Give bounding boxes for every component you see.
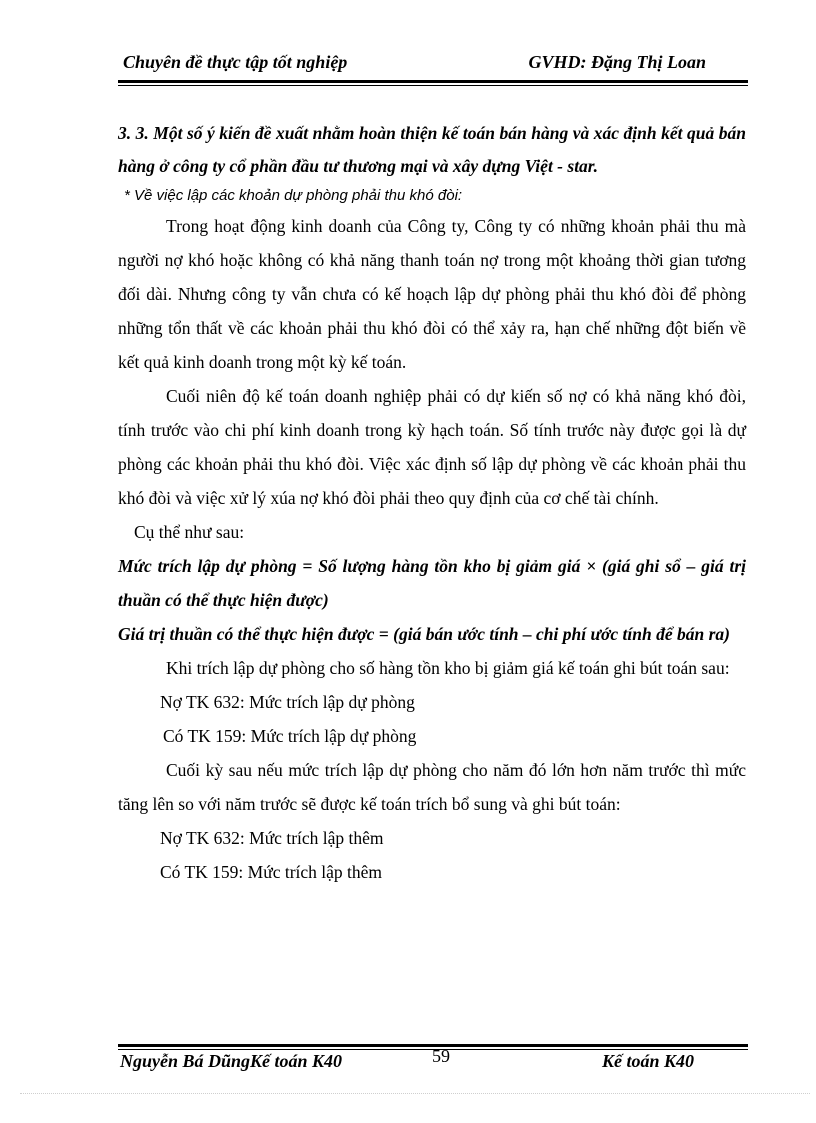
paragraph-4: Khi trích lập dự phòng cho số hàng tồn kho bị giảm giá kế toán ghi bút toán sau: — [166, 658, 730, 678]
page-number: 59 — [432, 1046, 450, 1066]
footer-left: Nguyễn Bá DũngKế toán K40 — [120, 1051, 343, 1071]
entry-debit-1: Nợ TK 632: Mức trích lập dự phòng — [160, 692, 415, 712]
entry-credit-1: Có TK 159: Mức trích lập dự phòng — [163, 726, 417, 746]
header-left: Chuyên đề thực tập tốt nghiệp — [123, 52, 348, 72]
entry-debit-2: Nợ TK 632: Mức trích lập thêm — [160, 828, 384, 848]
header-rule — [118, 80, 748, 83]
paragraph-5: Cuối kỳ sau nếu mức trích lập dự phòng cho năm đó lớn hơn năm trước thì mức tăng lên so với năm trước sẽ được kế toán trích bổ sung và ghi bút toán: — [118, 760, 746, 814]
footer-right: Kế toán K40 — [602, 1051, 695, 1071]
paragraph-3: Cụ thể như sau: — [134, 522, 245, 542]
header-right: GVHD: Đặng Thị Loan — [528, 52, 706, 72]
subheading: * Về việc lập các khoản dự phòng phải thu khó đòi: — [124, 187, 463, 204]
page-bottom-divider — [20, 1093, 810, 1094]
header-rule-thin — [118, 85, 748, 86]
entry-credit-2: Có TK 159: Mức trích lập thêm — [160, 862, 383, 882]
formula-1: Mức trích lập dự phòng = Số lượng hàng tồn kho bị giảm giá × (giá ghi sổ – giá trị thuần có thể thực hiện được) — [118, 556, 746, 610]
paragraph-2: Cuối niên độ kế toán doanh nghiệp phải có dự kiến số nợ có khả năng khó đòi, tính trước vào chi phí kinh doanh trong kỳ hạch toán. Số tính trước này được gọi là dự phòng các khoản phải thu khó đòi. Việc xác định số lập dự phòng về các khoản phải thu khó đòi và việc xử lý xúa nợ khó đòi phải theo quy định của cơ chế tài chính. — [118, 386, 746, 508]
section-heading: 3. 3. Một số ý kiến đề xuất nhằm hoàn thiện kế toán bán hàng và xác định kết quả bán hàng ở công ty cổ phần đầu tư thương mại và xây dựng Việt - star. — [118, 123, 746, 176]
document-body — [118, 117, 746, 889]
formula-2: Giá trị thuần có thể thực hiện được = (giá bán ước tính – chi phí ước tính để bán ra) — [118, 624, 730, 644]
paragraph-1: Trong hoạt động kinh doanh của Công ty, Công ty có những khoản phải thu mà người nợ khó hoặc không có khả năng thanh toán nợ trong một khoảng thời gian tương đối dài. Nhưng công ty vẫn chưa có kế hoạch lập dự phòng phải thu khó đòi để phòng những tổn thất về các khoản phải thu khó đòi có thể xảy ra, hạn chế những đột biến về kết quả kinh doanh trong một kỳ kế toán. — [118, 216, 746, 372]
